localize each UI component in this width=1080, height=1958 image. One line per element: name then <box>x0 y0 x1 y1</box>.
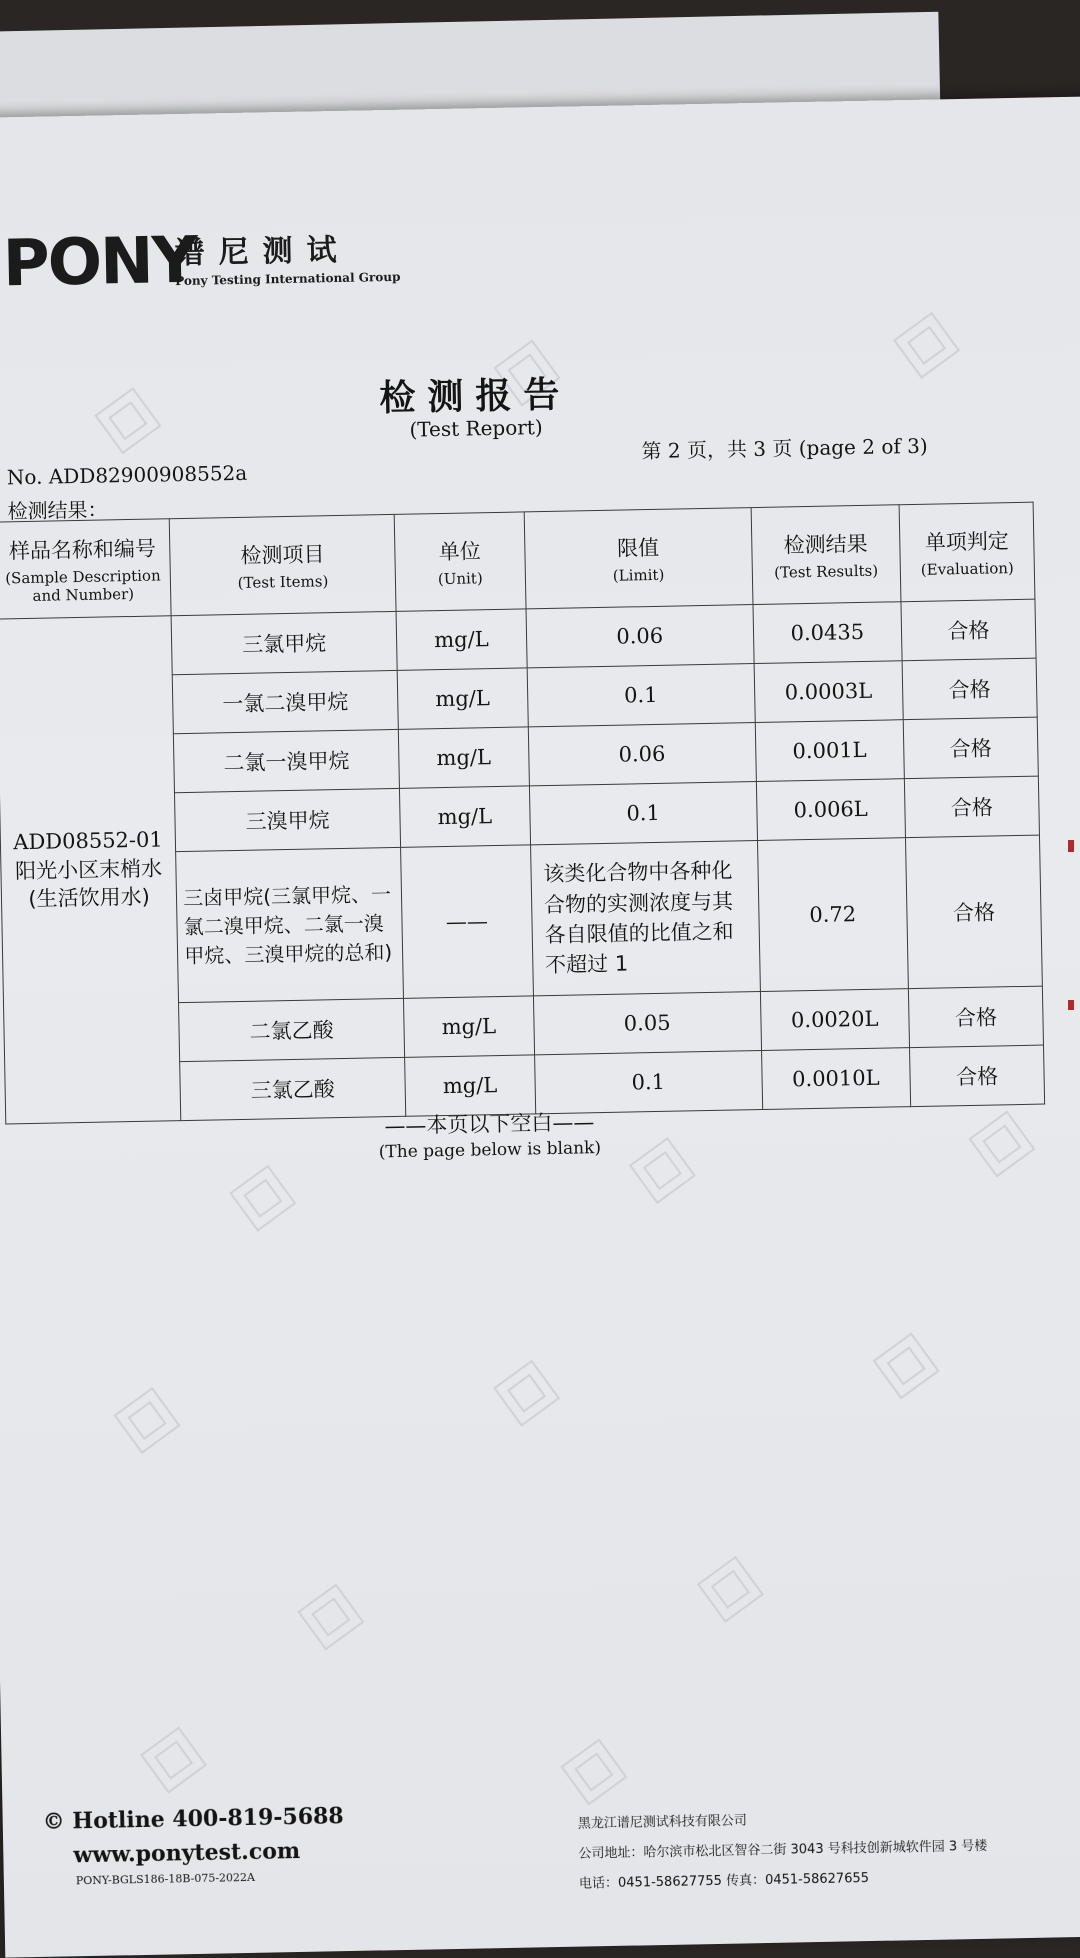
test-item: 三卤甲烷(三氯甲烷、一氯二溴甲烷、二氯一溴甲烷、三溴甲烷的总和) <box>176 847 404 1002</box>
column-header-limit: 限值 (Limit) <box>524 508 753 609</box>
limit: 0.1 <box>534 1050 762 1113</box>
blank-notice-en: (The page below is blank) <box>378 1138 602 1163</box>
test-result: 0.0010L <box>761 1048 911 1110</box>
limit: 0.1 <box>527 664 755 727</box>
page-edge-red-mark <box>1068 1000 1074 1010</box>
unit: mg/L <box>396 609 527 670</box>
unit: mg/L <box>405 1055 536 1116</box>
hotline: © Hotline 400-819-5688 <box>42 1803 344 1835</box>
limit: 0.1 <box>529 782 757 845</box>
logo-english-name: Pony Testing International Group <box>175 269 401 289</box>
unit: mg/L <box>397 668 528 729</box>
sample-id: ADD08552-01 <box>13 827 163 855</box>
company-logo <box>2 223 401 307</box>
test-item: 二氯一溴甲烷 <box>174 729 400 792</box>
column-header-test-items: 检测项目 (Test Items) <box>169 514 396 615</box>
results-label: 检测结果： <box>7 497 108 524</box>
website: www.ponytest.com <box>73 1837 301 1869</box>
column-header-sample: 样品名称和编号 (Sample Description and Number) <box>0 519 171 619</box>
report-subtitle: (Test Report) <box>409 415 543 442</box>
report-title: 检测报告 <box>379 374 572 420</box>
sample-description-cell <box>0 616 181 1124</box>
test-result: 0.0435 <box>753 602 903 664</box>
limit: 0.05 <box>533 991 761 1054</box>
company-phone: 电话：0451-58627755 传真：0451-58627655 <box>578 1871 870 1892</box>
evaluation: 合格 <box>905 835 1042 989</box>
unit: mg/L <box>403 996 534 1057</box>
test-result: 0.001L <box>755 720 905 782</box>
column-header-evaluation: 单项判定 (Evaluation) <box>899 502 1035 602</box>
test-item: 一氯二溴甲烷 <box>172 670 398 733</box>
blank-notice-cn: ——本页以下空白—— <box>384 1110 595 1139</box>
column-header-results: 检测结果 (Test Results) <box>751 505 901 605</box>
limit: 该类化合物中各种化合物的实测浓度与其各自限值的比值之和不超过 1 <box>530 841 760 996</box>
company-name: 黑龙江谱尼测试科技有限公司 <box>577 1813 747 1832</box>
sample-type: (生活饮用水) <box>28 884 151 912</box>
test-item: 三氯乙酸 <box>180 1057 406 1120</box>
unit: mg/L <box>399 786 530 847</box>
logo-mark: PONY <box>2 223 197 302</box>
document-code: PONY-BGLS186-18B-075-2022A <box>75 1870 256 1888</box>
results-table <box>0 502 1045 1125</box>
test-result: 0.006L <box>756 779 906 841</box>
test-result: 0.72 <box>757 838 908 992</box>
page-edge-red-mark <box>1068 840 1074 852</box>
sample-name: 阳光小区末梢水 <box>14 856 163 884</box>
evaluation: 合格 <box>908 986 1043 1048</box>
test-item: 三溴甲烷 <box>175 788 401 851</box>
test-item: 三氯甲烷 <box>171 611 397 674</box>
evaluation: 合格 <box>901 599 1036 661</box>
evaluation: 合格 <box>902 658 1037 720</box>
evaluation: 合格 <box>910 1045 1045 1107</box>
test-result: 0.0020L <box>760 989 910 1051</box>
unit: mg/L <box>398 727 529 788</box>
limit: 0.06 <box>526 605 754 668</box>
report-page <box>0 96 1080 1958</box>
limit: 0.06 <box>528 723 756 786</box>
unit: —— <box>401 845 534 998</box>
test-item: 二氯乙酸 <box>179 998 405 1061</box>
test-result: 0.0003L <box>754 661 904 723</box>
evaluation: 合格 <box>904 776 1039 838</box>
company-address: 公司地址：哈尔滨市松北区智谷二街 3043 号科技创新城软件园 3 号楼 <box>578 1838 988 1862</box>
evaluation: 合格 <box>903 717 1038 779</box>
logo-chinese-name: 谱尼测试 <box>174 232 351 272</box>
page-indicator: 第 2 页，共 3 页 (page 2 of 3) <box>641 433 928 464</box>
report-number: No. ADD82900908552a <box>6 460 248 490</box>
column-header-unit: 单位 (Unit) <box>394 512 526 611</box>
